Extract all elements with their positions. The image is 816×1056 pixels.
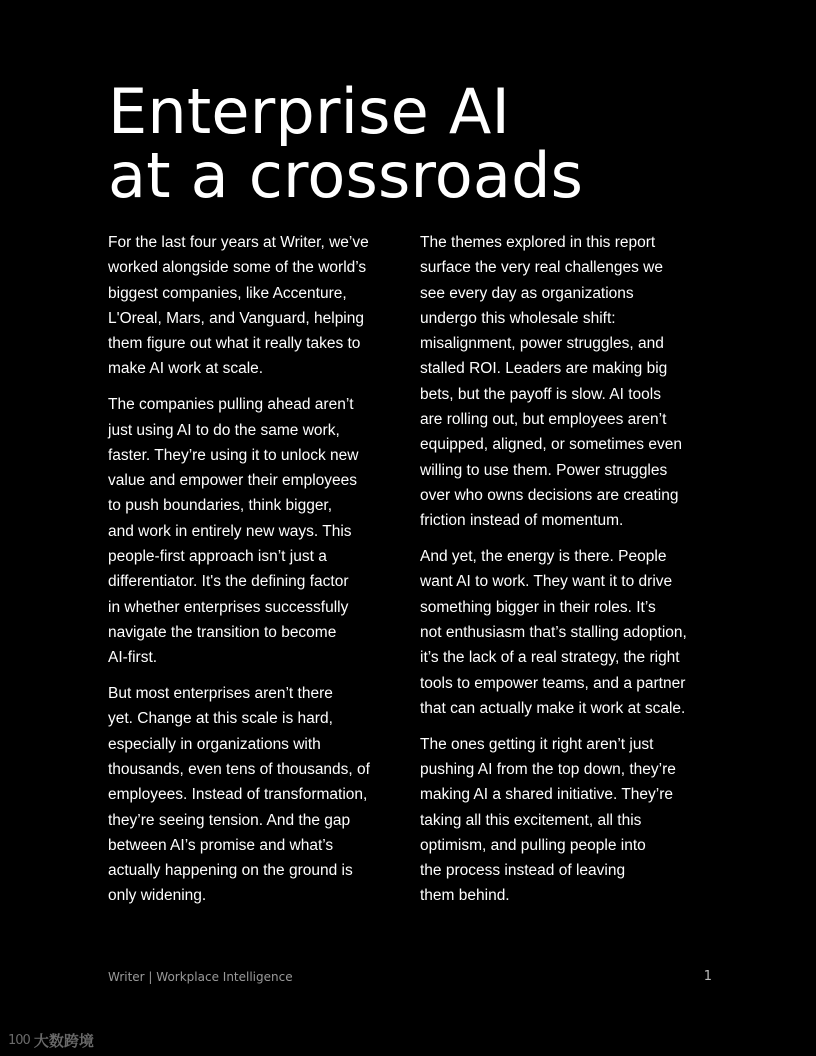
right-column (420, 230, 716, 919)
paragraph: The ones getting it right aren’t just pushing AI from the top down, they’re making AI a shared initiative. They’re taking all this excitement, all this optimism, and pulling people into the process instead of leaving them behind. (420, 735, 676, 905)
left-column (108, 230, 404, 919)
paragraph: The companies pulling ahead aren’t just using AI to do the same work, faster. They’re using it to unlock new value and empower their employees to push boundaries, think bigger, and work in entirely new ways. This people-first approach isn’t just a differentiator. It's the defining factor in whether enterprises successfully navigate the transition to become AI-first. (108, 396, 359, 667)
watermark-logo: 100 (8, 1033, 30, 1048)
page-number: 1 (703, 969, 712, 984)
page-title-line-1: Enterprise AI (108, 75, 510, 148)
footer-source: Writer | Workplace Intelligence (108, 970, 293, 984)
watermark (8, 1030, 94, 1051)
paragraph: And yet, the energy is there. People want AI to work. They want it to drive something bigger in their roles. It’s not enthusiasm that’s stalling adoption, it’s the lack of a real strategy, the right tools to empower teams, and a partner that can actually make it work at scale. (420, 548, 687, 717)
paragraph: But most enterprises aren’t there yet. Change at this scale is hard, especially in organizations with thousands, even tens of thousands, of employees. Instead of transformation, they’re seeing tension. And the gap between AI’s promise and what’s actually happening on the ground is only widening. (108, 685, 370, 905)
page-title (108, 75, 728, 212)
watermark-text: 大数跨境 (33, 1032, 94, 1050)
paragraph: For the last four years at Writer, we’ve worked alongside some of the world’s biggest companies, like Accenture, L'Oreal, Mars, and Vanguard, helping them figure out what it really takes to make AI work at scale. (108, 234, 369, 378)
page-title-line-2: at a crossroads (108, 139, 584, 212)
paragraph: The themes explored in this report surface the very real challenges we see every day as organizations undergo this wholesale shift: misalignment, power struggles, and stalled ROI. Leaders are making big bets, but the payoff is slow. AI tools are rolling out, but employees aren’t equipped, aligned, or sometimes even willing to use them. Power struggles over who owns decisions are creating friction instead of momentum. (420, 234, 682, 530)
